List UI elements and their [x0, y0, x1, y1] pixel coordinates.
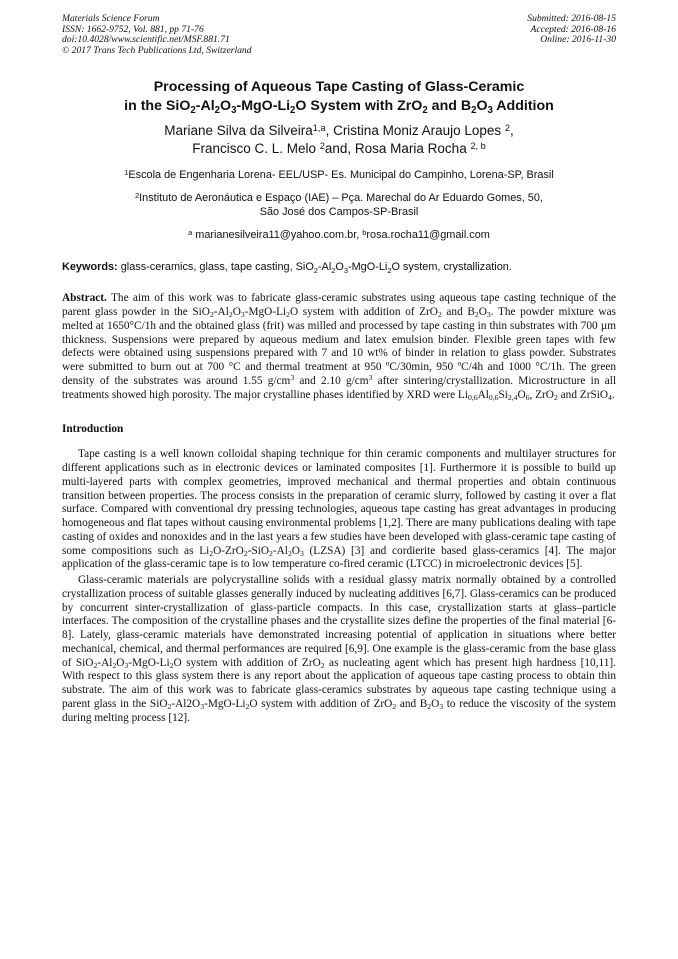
- journal-doi: doi:10.4028/www.scientific.net/MSF.881.71: [62, 34, 230, 46]
- submission-dates: [527, 14, 616, 56]
- paper-title: [62, 78, 616, 116]
- journal-info: [62, 14, 252, 56]
- abstract: Abstract. The aim of this work was to fabricate glass-ceramic substrates using aqueous tape casting technique of the parent glass powder in the $SiO_2-Al_2O_3-MgO-Li_2O$ system with addition of ZrO$_2$ and $B_2O_3$. The powder mixture was melted at 1650°C/1h and the obtained glass (frit) was milled and processed by tape casting in thin substrates with 700 µm thickness. Suspensions were prepared by aqueous medium and latex emulsion binder. Flexible green tapes with few defects were obtained using suspensions prepared with 7 and 10 wt% of binder in relation to glass powder. Substrates were submitted to burn out at 700 °C and thermal treatment at 950 ºC/30min, 950 ºC/4h and 1000 °C/1h. The green density of the substrates was around 1.55 $g/cm^3$ and 2.10 $g/cm^3$ after sintering/crystallization. Microstructure in all treatments showed high porosity. The major crystalline phases identified by XRD were $Li_{0,6}Al_{0,6}Si_{2,4}O_6$, ZrO$_2$ and ZrSiO$_4$.: [62, 292, 616, 402]
- journal-issn: ISSN: 1662-9752, Vol. 881, pp 71-76: [62, 23, 204, 35]
- email-a: marianesilveira11@yahoo.com.br,: [192, 229, 363, 242]
- affiliation-1: $^1$Escola de Engenharia Lorena- EEL/USP- Es. Municipal do Campinho, Lorena-SP, Brasil: [124, 168, 554, 182]
- title-line-1: Processing of Aqueous Tape Casting of Glass-Ceramic: [153, 79, 525, 96]
- online-date: Online: 2016-11-30: [540, 34, 616, 46]
- author-line-2: Francisco C. L. Melo $^2$and, Rosa Maria Rocha $^{2, b}$: [192, 141, 486, 157]
- keywords: Keywords: glass-ceramics, glass, tape casting, $SiO_2-Al_2O_3-MgO-Li_2O$ system, crystallization.: [62, 261, 512, 275]
- author-emails: $^a$ marianesilveira11@yahoo.com.br, $^b$rosa.rocha11@gmail.com: [188, 228, 490, 242]
- intro-paragraph-1: Tape casting is a well known colloidal shaping technique for thin ceramic components and multilayer structures for different applications such as in electronic devices or laminated composites [1]. Furthermore it is possible to build up multi-layered parts with complex geometries, improved mechanical and thermal properties and obtain continuous transition between properties. The process consists in the preparation of ceramic slurry, followed by casting it over a flat surface. Compared with conventional dry pressing technologies, aqueous tape casting has great advantages in producing homogeneous and flat tapes without causing environmental problems [1,2]. There are many publications dealing with tape casting of oxides and nonoxides and in the last years a few studies have been developed with glass-ceramic tape casting of some compositions such as $Li_2O-ZrO_2-SiO_2-Al_2O_3$ (LZSA) [3] and cordierite based glass-ceramics [4]. The major application of the glass-ceramic tape is to low temperature co-fired ceramic (LTCC) in microelectronic devices [5].: [62, 448, 616, 571]
- abstract-label: Abstract.: [62, 292, 107, 305]
- intro-paragraph-2: Glass-ceramic materials are polycrystalline solids with a residual glassy matrix normally obtained by a controlled crystallization process of suitable glasses generally induced by nucleating additives [6,7]. Glass-ceramics can be produced by concurrent sinter-crystallization of glass-particle compacts. In this case, crystallization starts at glass–particle interfaces. The composition of the crystalline phases and the crystallite sizes define the properties of the final material [6-8]. Lately, glass-ceramic materials have demonstrated increasing potential of application in situations where better mechanical, chemical, and thermal performances are required [6,9]. One example is the glass-ceramic from the base glass of $SiO_2-Al_2O_3-MgO-Li_2O$ system with addition of ZrO$_2$ as nucleating agent which has present high hardness [10,11]. With respect to this glass system there is any report about the application of aqueous tape casting process to obtain thin substrate. The aim of this work was to fabricate glass-ceramics substrates by aqueous tape casting technique using a parent glass in the $SiO_2-Al2O_3-MgO-Li_2O$ system with addition of ZrO$_2$ and $B_2O_3$ to reduce the viscosity of the system during melting process [12].: [62, 574, 616, 724]
- submitted-date: Submitted: 2016-08-15: [527, 13, 616, 24]
- introduction-heading: Introduction: [62, 423, 124, 436]
- title-line-2: in the $SiO_2-Al_2O_3-MgO-Li_2O$ System with ZrO$_2$ and $B_2O_3$ Addition: [124, 98, 554, 117]
- keywords-label: Keywords:: [62, 261, 118, 274]
- journal-name: Materials Science Forum: [62, 13, 160, 24]
- accepted-date: Accepted: 2016-08-16: [530, 23, 616, 35]
- journal-header: [62, 14, 616, 56]
- journal-copyright: © 2017 Trans Tech Publications Ltd, Switzerland: [62, 44, 252, 56]
- author-line-1: Mariane Silva da Silveira$^{1,a}$, Cristina Moniz Araujo Lopes $^2$,: [164, 123, 514, 139]
- email-b: rosa.rocha11@gmail.com: [366, 229, 490, 242]
- affiliation-2: $^2$Instituto de Aeronáutica e Espaço (IAE) – Pça. Marechal do Ar Eduardo Gomes, 50, São José dos Campos-SP-Brasil: [135, 191, 543, 219]
- author-list: [62, 122, 616, 158]
